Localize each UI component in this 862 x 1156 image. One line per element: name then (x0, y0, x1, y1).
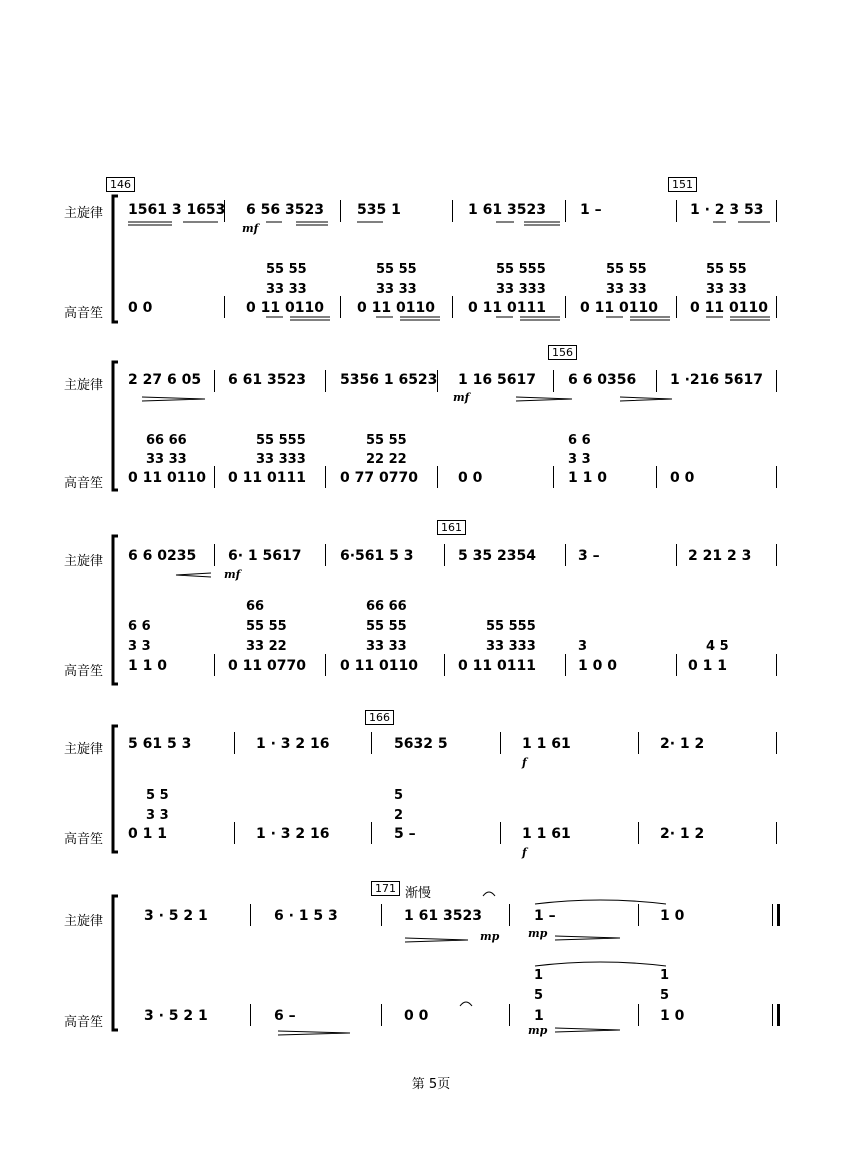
sheng-measure: 1 1 0 (128, 658, 167, 674)
barline (776, 732, 777, 754)
barline (638, 822, 639, 844)
barline (234, 822, 235, 844)
barline (553, 370, 554, 392)
melody-measure: 6 6 0235 (128, 548, 197, 564)
sheng-harmony: 33 333 (496, 282, 546, 297)
melody-measure: 6 · 1 5 3 (274, 908, 338, 924)
melody-measure: 1 · 3 2 16 (256, 736, 330, 752)
sheng-measure: 0 11 0111 (468, 300, 546, 316)
part-label-melody: 主旋律 (64, 914, 104, 929)
sheng-measure: 0 0 (128, 300, 153, 316)
barline (500, 822, 501, 844)
sheng-harmony: 33 33 (146, 452, 187, 467)
sheng-measure: 1 1 0 (568, 470, 607, 486)
barline (776, 296, 777, 318)
sheng-harmony: 3 3 (128, 639, 151, 654)
sheng-harmony: 66 (246, 599, 265, 614)
part-label-melody: 主旋律 (64, 554, 104, 569)
sheng-measure: 1 · 3 2 16 (256, 826, 330, 842)
melody-measure: 535 1 (357, 202, 401, 218)
final-barline (772, 1004, 780, 1026)
barline (250, 1004, 251, 1026)
part-label-sheng: 高音笙 (64, 476, 104, 491)
sheng-harmony: 33 33 (366, 639, 407, 654)
sheng-measure: 1 (534, 1008, 544, 1024)
sheng-harmony: 55 55 (366, 433, 407, 448)
melody-measure: 5632 5 (394, 736, 448, 752)
barline (340, 200, 341, 222)
sheng-measure: 1 0 0 (578, 658, 617, 674)
barline (250, 904, 251, 926)
sheng-harmony: 33 33 (376, 282, 417, 297)
sheng-measure: 0 11 0110 (357, 300, 435, 316)
sheng-harmony: 6 6 (128, 619, 151, 634)
barline (234, 732, 235, 754)
sheng-harmony: 55 55 (376, 262, 417, 277)
barline (444, 654, 445, 676)
sheng-harmony: 55 55 (366, 619, 407, 634)
sheng-harmony: 33 333 (486, 639, 536, 654)
barline (214, 466, 215, 488)
sheng-harmony: 33 22 (246, 639, 287, 654)
tempo-mark: 渐慢 (405, 886, 432, 901)
melody-measure: 5 61 5 3 (128, 736, 192, 752)
part-label-melody: 主旋律 (64, 742, 104, 757)
sheng-harmony: 2 (394, 808, 404, 823)
melody-measure: 2· 1 2 (660, 736, 705, 752)
sheng-measure: 0 11 0110 (690, 300, 768, 316)
barline (676, 200, 677, 222)
rehearsal-mark: 166 (365, 710, 394, 725)
sheng-harmony: 33 33 (606, 282, 647, 297)
sheng-measure: 0 77 0770 (340, 470, 418, 486)
dynamic-mark: mf (453, 391, 470, 404)
barline (676, 544, 677, 566)
sheng-harmony: 3 3 (146, 808, 169, 823)
sheng-measure: 0 11 0770 (228, 658, 306, 674)
melody-measure: 6· 1 5617 (228, 548, 302, 564)
melody-measure: 1561 3 1653 (128, 202, 226, 218)
sheng-measure: 0 0 (404, 1008, 429, 1024)
melody-measure: 1 0 (660, 908, 685, 924)
dynamic-mark: mp (528, 1024, 548, 1037)
sheng-harmony: 6 6 (568, 433, 591, 448)
melody-measure: 6 61 3523 (228, 372, 306, 388)
sheng-harmony: 55 55 (246, 619, 287, 634)
barline (214, 654, 215, 676)
sheng-measure: 1 0 (660, 1008, 685, 1024)
sheng-measure: 0 1 1 (128, 826, 167, 842)
barline (776, 654, 777, 676)
sheng-harmony: 1 (660, 968, 670, 983)
barline (381, 904, 382, 926)
dynamic-mark: mp (528, 927, 548, 940)
sheng-harmony: 3 3 (568, 452, 591, 467)
barline (224, 296, 225, 318)
barline (371, 732, 372, 754)
barline (656, 370, 657, 392)
sheng-harmony: 5 (660, 988, 670, 1003)
dynamic-mark: f (522, 756, 527, 769)
barline (325, 466, 326, 488)
rehearsal-mark: 171 (371, 881, 400, 896)
melody-measure: 6 56 3523 (246, 202, 324, 218)
part-label-sheng: 高音笙 (64, 306, 104, 321)
barline (638, 732, 639, 754)
melody-measure: 3 · 5 2 1 (144, 908, 208, 924)
barline (565, 296, 566, 318)
sheng-harmony: 33 333 (256, 452, 306, 467)
sheng-measure: 0 1 1 (688, 658, 727, 674)
barline (638, 904, 639, 926)
melody-measure: 1 ·216 5617 (670, 372, 763, 388)
barline (381, 1004, 382, 1026)
barline (500, 732, 501, 754)
sheng-harmony: 55 55 (266, 262, 307, 277)
barline (444, 544, 445, 566)
sheng-harmony: 55 555 (486, 619, 536, 634)
sheng-harmony: 33 33 (706, 282, 747, 297)
barline (340, 296, 341, 318)
barline (676, 296, 677, 318)
page-number: 第 5页 (411, 1077, 451, 1092)
dynamic-mark: f (522, 846, 527, 859)
barline (776, 466, 777, 488)
sheng-measure: 6 – (274, 1008, 296, 1024)
sheng-measure: 1 1 61 (522, 826, 571, 842)
melody-measure: 5356 1 6523 (340, 372, 438, 388)
barline (214, 370, 215, 392)
sheng-measure: 0 11 0111 (458, 658, 536, 674)
barline (509, 1004, 510, 1026)
sheng-harmony: 1 (534, 968, 544, 983)
sheng-harmony: 55 555 (496, 262, 546, 277)
barline (214, 544, 215, 566)
melody-measure: 1 – (580, 202, 602, 218)
melody-measure: 1 16 5617 (458, 372, 536, 388)
sheng-harmony: 66 66 (146, 433, 187, 448)
barline (565, 544, 566, 566)
melody-measure: 3 – (578, 548, 600, 564)
barline (676, 654, 677, 676)
barline (452, 296, 453, 318)
sheng-harmony: 55 55 (606, 262, 647, 277)
barline (656, 466, 657, 488)
melody-measure: 6·561 5 3 (340, 548, 414, 564)
sheng-harmony: 66 66 (366, 599, 407, 614)
sheng-harmony: 55 55 (706, 262, 747, 277)
rehearsal-mark: 156 (548, 345, 577, 360)
part-label-melody: 主旋律 (64, 206, 104, 221)
sheng-harmony: 5 (534, 988, 544, 1003)
barline (776, 822, 777, 844)
melody-measure: 2 27 6 05 (128, 372, 202, 388)
sheng-harmony: 22 22 (366, 452, 407, 467)
part-label-melody: 主旋律 (64, 378, 104, 393)
melody-measure: 1 1 61 (522, 736, 571, 752)
sheng-measure: 0 0 (458, 470, 483, 486)
melody-measure: 6 6 0356 (568, 372, 637, 388)
barline (565, 200, 566, 222)
melody-measure: 2 21 2 3 (688, 548, 752, 564)
sheng-measure: 0 11 0110 (128, 470, 206, 486)
melody-measure: 1 61 3523 (404, 908, 482, 924)
barline (325, 544, 326, 566)
sheng-harmony: 4 5 (706, 639, 729, 654)
barline (325, 370, 326, 392)
melody-measure: 1 · 2 3 53 (690, 202, 764, 218)
barline (638, 1004, 639, 1026)
sheng-harmony: 55 555 (256, 433, 306, 448)
barline (452, 200, 453, 222)
rehearsal-mark: 161 (437, 520, 466, 535)
sheng-harmony: 5 (394, 788, 404, 803)
dynamic-mark: mp (480, 930, 500, 943)
barline (776, 370, 777, 392)
barline (776, 544, 777, 566)
rehearsal-mark: 146 (106, 177, 135, 192)
final-barline (772, 904, 780, 926)
barline (437, 466, 438, 488)
sheng-measure: 0 11 0110 (340, 658, 418, 674)
barline (776, 200, 777, 222)
part-label-sheng: 高音笙 (64, 832, 104, 847)
part-label-sheng: 高音笙 (64, 1015, 104, 1030)
sheng-measure: 0 0 (670, 470, 695, 486)
sheng-measure: 0 11 0110 (246, 300, 324, 316)
sheng-measure: 3 · 5 2 1 (144, 1008, 208, 1024)
sheng-harmony: 5 5 (146, 788, 169, 803)
sheng-measure: 0 11 0110 (580, 300, 658, 316)
rehearsal-mark: 151 (668, 177, 697, 192)
melody-measure: 5 35 2354 (458, 548, 536, 564)
sheng-measure: 5 – (394, 826, 416, 842)
melody-measure: 1 61 3523 (468, 202, 546, 218)
dynamic-mark: mf (224, 568, 241, 581)
sheng-harmony: 3 (578, 639, 588, 654)
barline (509, 904, 510, 926)
part-label-sheng: 高音笙 (64, 664, 104, 679)
barline (553, 466, 554, 488)
sheng-measure: 2· 1 2 (660, 826, 705, 842)
sheng-measure: 0 11 0111 (228, 470, 306, 486)
barline (371, 822, 372, 844)
dynamic-mark: mf (242, 222, 259, 235)
barline (565, 654, 566, 676)
barline (325, 654, 326, 676)
sheng-harmony: 33 33 (266, 282, 307, 297)
melody-measure: 1 – (534, 908, 556, 924)
